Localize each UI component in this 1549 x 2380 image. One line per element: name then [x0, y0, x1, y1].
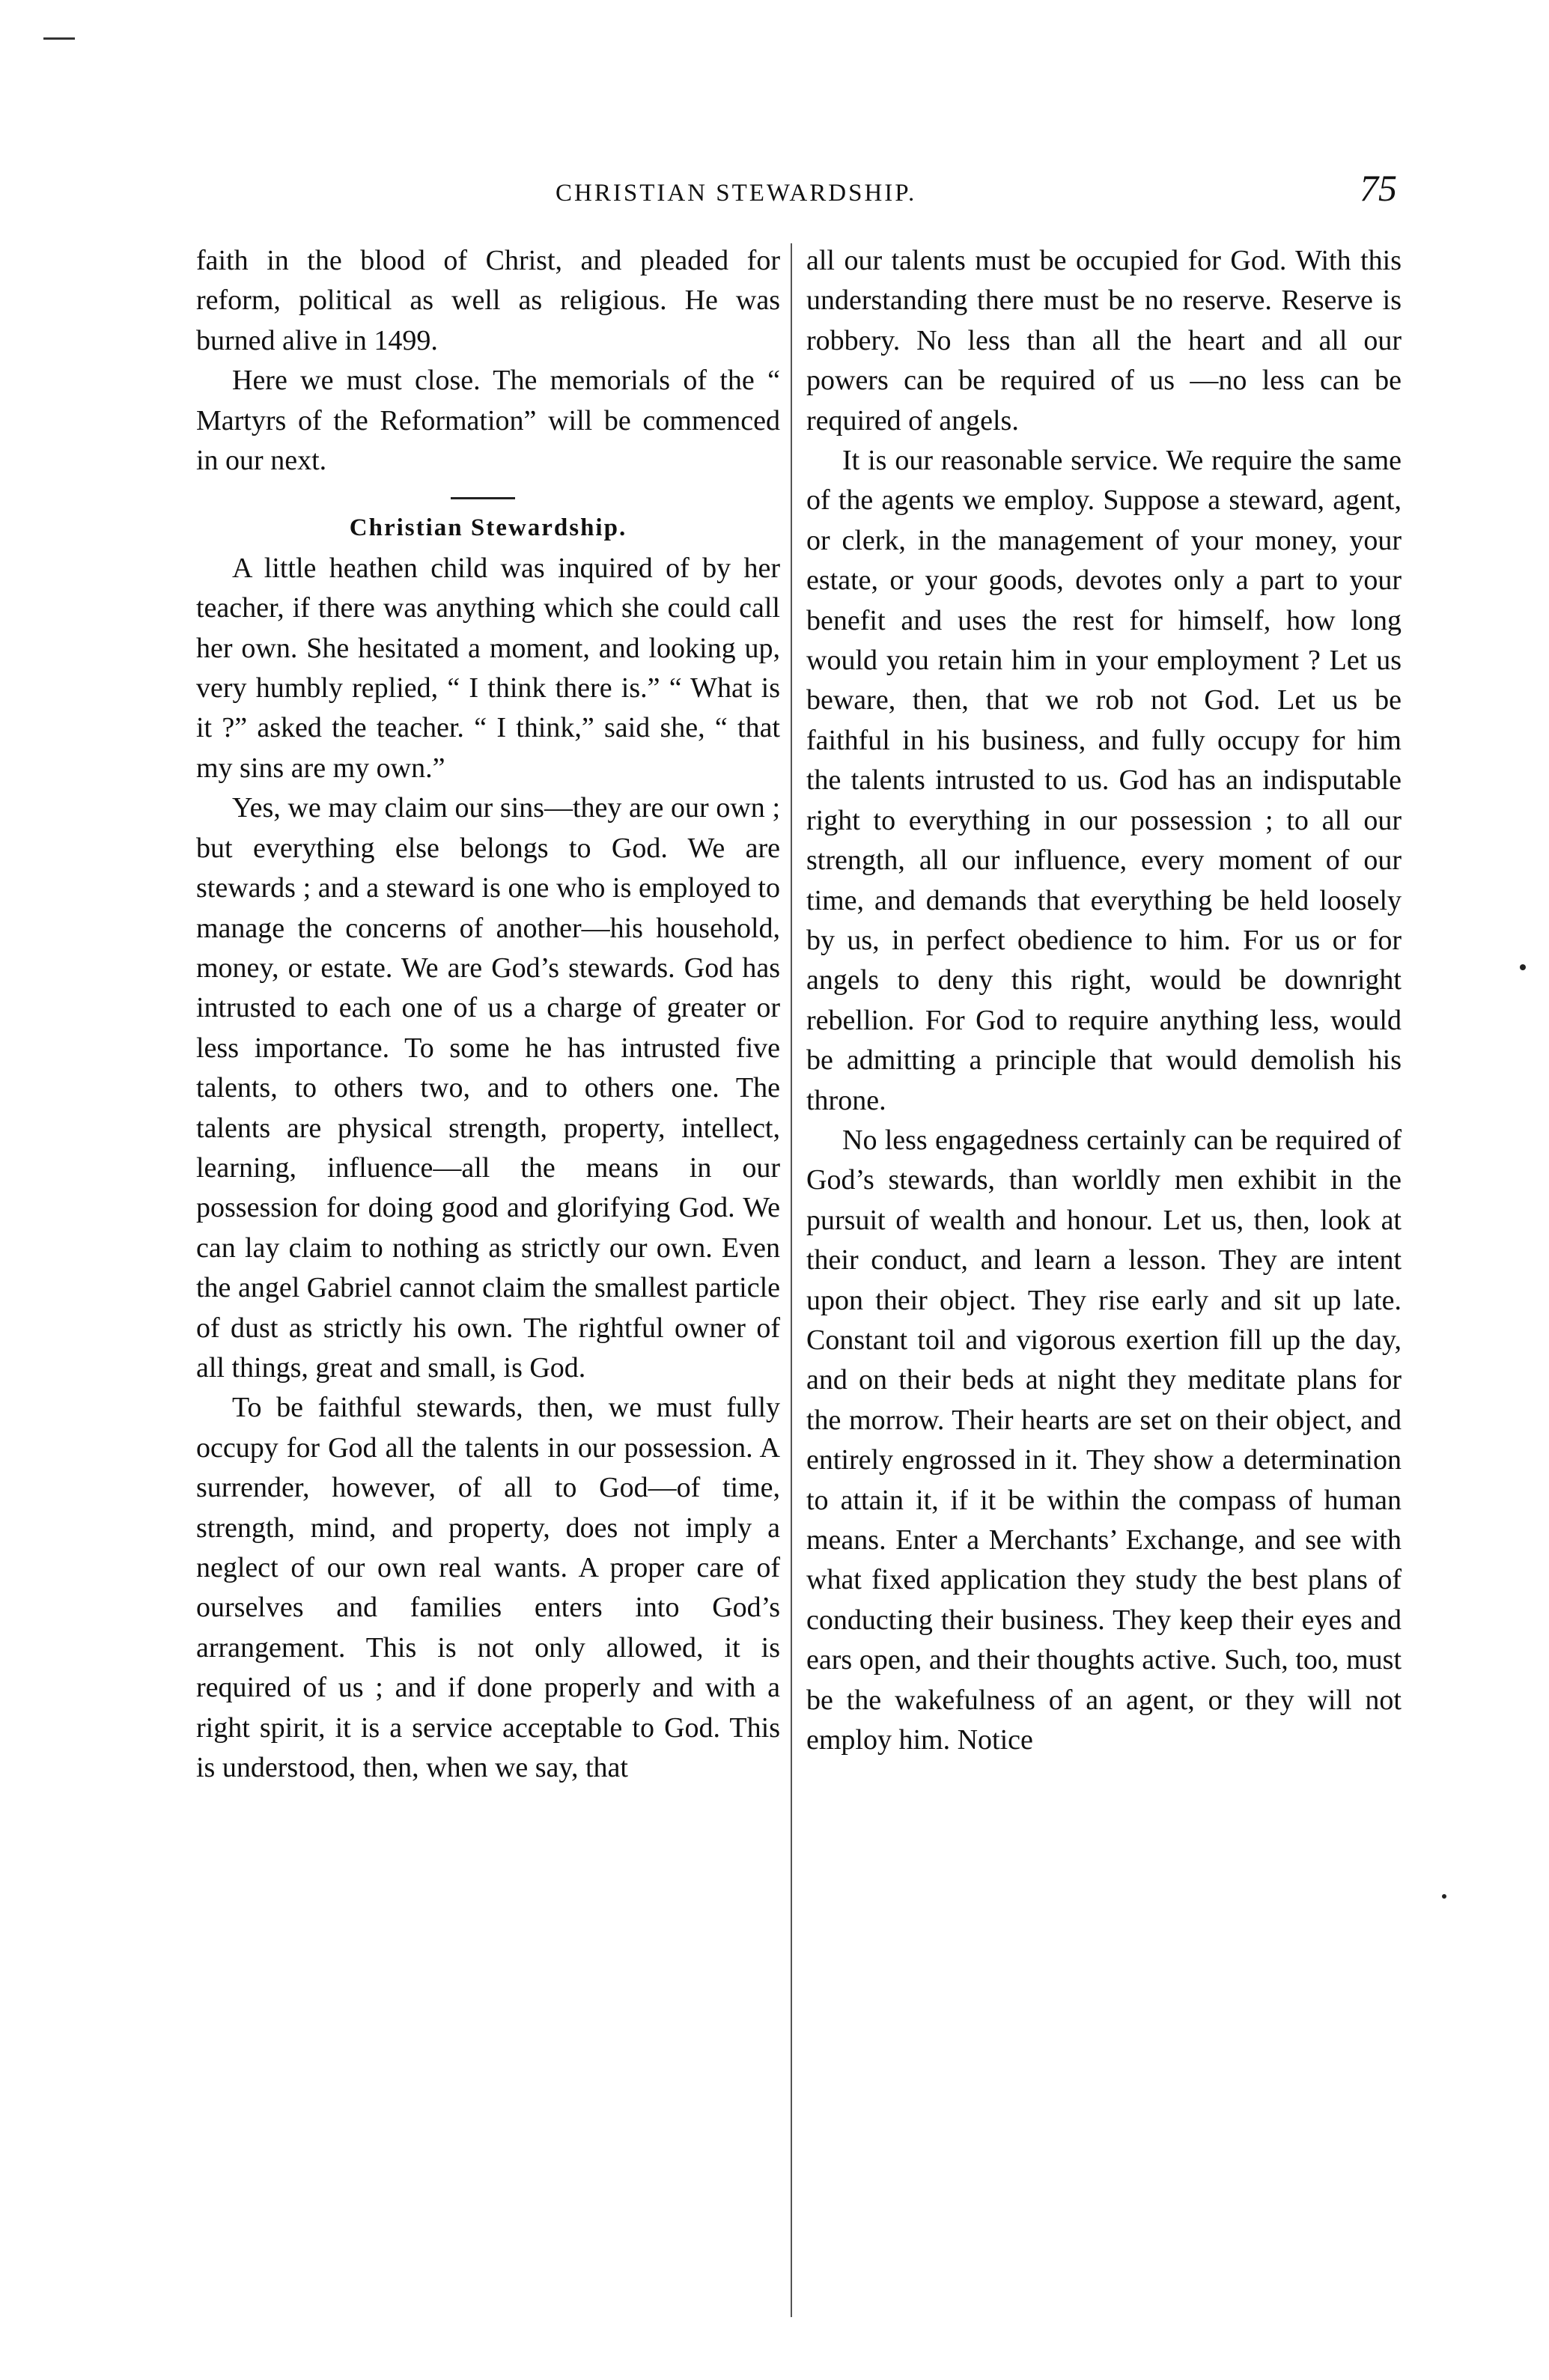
corner-mark — [43, 37, 75, 40]
section-divider — [451, 497, 515, 499]
paragraph: Here we must close. The memorials of the “ Martyrs of the Reformation” will be commenced in our next. — [196, 365, 780, 477]
left-column — [196, 241, 780, 1788]
print-speck — [1442, 1894, 1446, 1899]
paragraph: faith in the blood of Christ, and pleaded for reform, political as well as religious. He was burned alive in 1499. — [196, 245, 780, 356]
running-head — [196, 166, 1409, 211]
paragraph: To be faithful stewards, then, we must fully occupy for God all the talents in our possession. A surrender, however, of all to God—of time, strength, mind, and property, does not imply a neglect of our own real wants. A proper care of ourselves and families enters into God’s arrangement. This is not only allowed, it is required of us ; and if done properly and with a right spirit, it is a service acceptable to God. This is understood, then, when we say, that — [196, 1392, 780, 1784]
paragraph: It is our reasonable service. We require the same of the agents we employ. Suppose a steward, agent, or clerk, in the management of your money, your estate, or your goods, devotes only a part to your benefit and uses the rest for himself, how long would you retain him in your employment ? Let us beware, then, that we rob not God. Let us be faithful in his business, and fully occupy for him the talents intrusted to us. God has an indisputable right to everything in our possession ; to all our strength, all our influence, every moment of our time, and demands that everything be held loosely by us, in perfect obedience to him. For us or for angels to deny this right, would be downright rebellion. For God to require anything less, would be admitting a principle that would demolish his throne. — [806, 445, 1402, 1116]
column-divider — [791, 243, 792, 2317]
print-speck — [1520, 964, 1526, 970]
running-title: CHRISTIAN STEWARDSHIP. — [556, 180, 917, 207]
section-heading: Christian Stewardship. — [349, 514, 627, 542]
paragraph: A little heathen child was inquired of by her teacher, if there was anything which she could call her own. She hesitated a moment, and looking up, very humbly replied, “ I think there is.” “ What is it ?” asked the teacher. “ I think,” said she, “ that my sins are my own.” — [196, 552, 780, 784]
paragraph: Yes, we may claim our sins—they are our own ; but everything else belongs to God. We are stewards ; and a steward is one who is employed to manage the concerns of another—his household, money, or estate. We are God’s stewards. God has intrusted to each one of us a charge of greater or less importance. To some he has intrusted five talents, to others two, and to others one. The talents are physical strength, property, intellect, learning, influence—all the means in our possession for doing good and glorifying God. We can lay claim to nothing as strictly our own. Even the angel Gabriel cannot claim the smallest particle of dust as strictly his own. The rightful owner of all things, great and small, is God. — [196, 792, 780, 1384]
right-column — [806, 241, 1402, 1760]
paragraph: all our talents must be occupied for God. With this understanding there must be no reserve. Reserve is robbery. No less than all the heart and all our powers can be required of us —no less can be required of angels. — [806, 245, 1402, 436]
paragraph: No less engagedness certainly can be required of God’s stewards, than worldly men exhibit in the pursuit of wealth and honour. Let us, then, look at their conduct, and learn a lesson. They are intent upon their object. They rise early and sit up late. Constant toil and vigorous exertion fill up the day, and on their beds at night they meditate plans for the morrow. Their hearts are set on their object, and entirely engrossed in it. They show a determination to attain it, if it be within the compass of human means. Enter a Merchants’ Exchange, and see with what fixed application they study the best plans of conducting their business. They keep their eyes and ears open, and their thoughts active. Such, too, must be the wakefulness of an agent, or they will not employ him. Notice — [806, 1124, 1402, 1756]
page-number: 75 — [1360, 167, 1397, 209]
